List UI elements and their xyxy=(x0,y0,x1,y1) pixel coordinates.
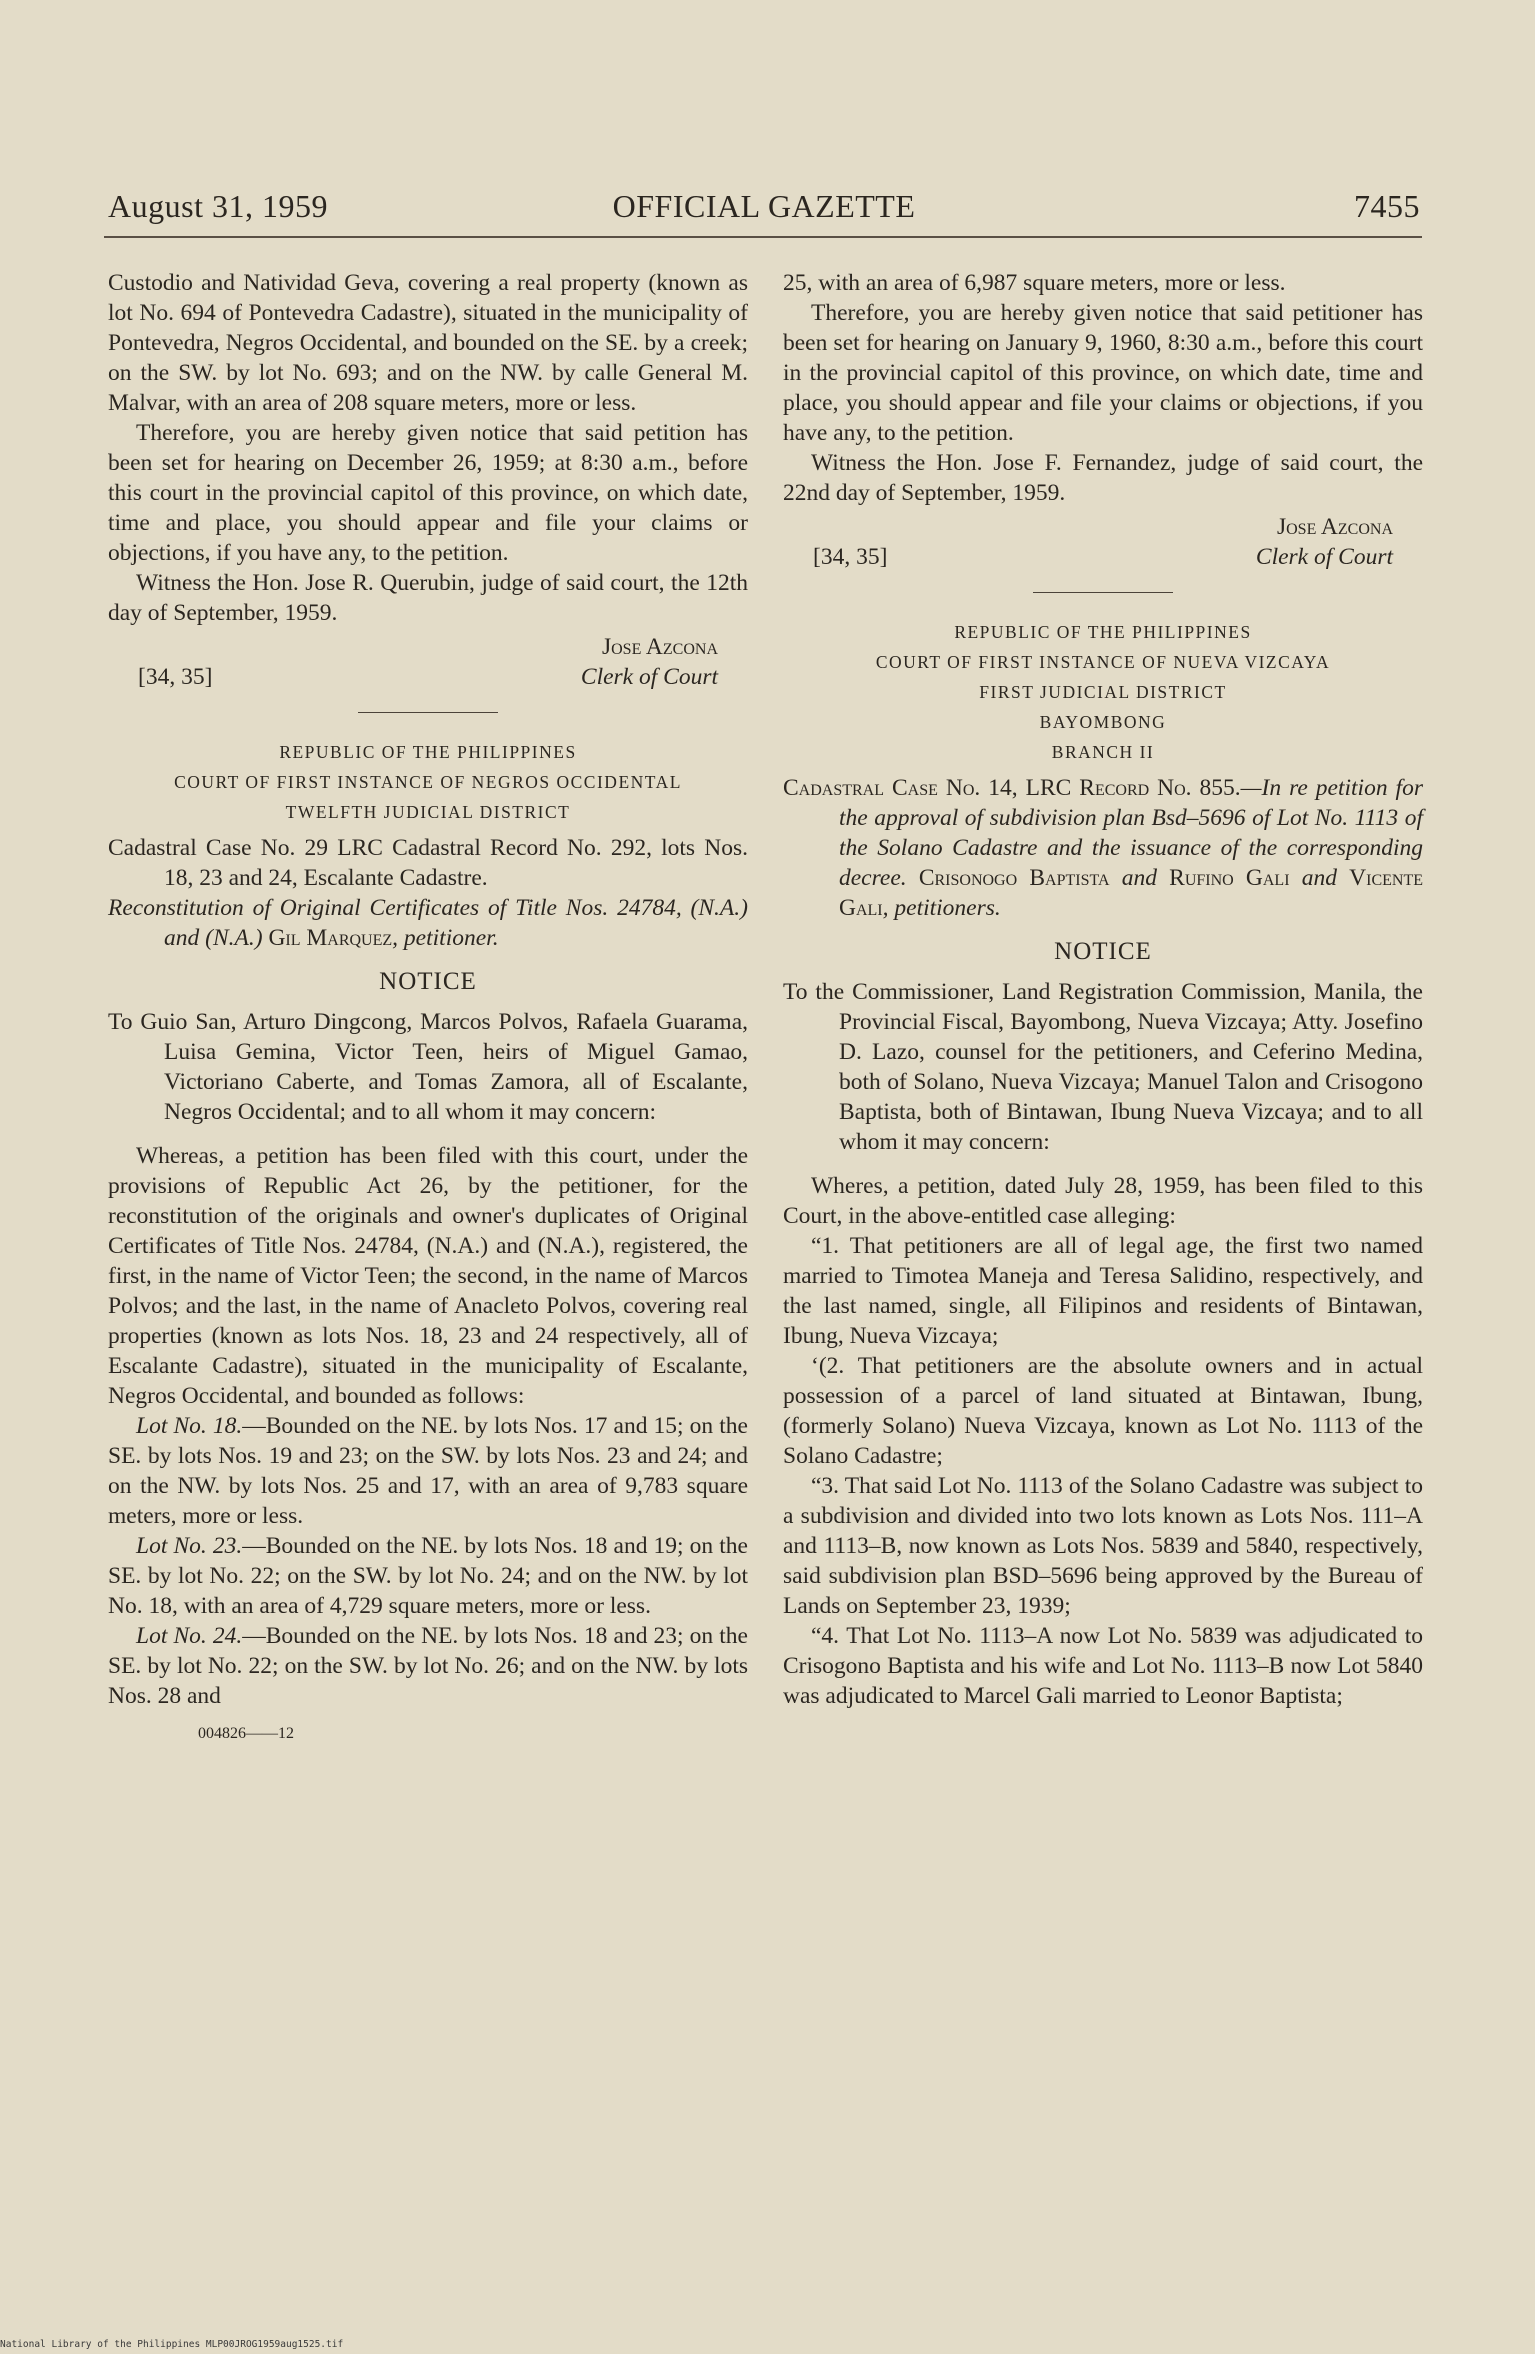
issue-reference: [34, 35] xyxy=(138,664,213,690)
header-page-number: 7455 xyxy=(1354,188,1420,224)
petitioner-name: Rufino Gali xyxy=(1169,865,1290,891)
allegation: “3. That said Lot No. 1113 of the Solano Cadastre was subject to a subdivision and divided into two lots known as Lots Nos. 111–A and 1113–B, now known as Lots Nos. 5839 and 5840, respectively, said subdivision plan BSD–5696 being approved by the Bureau of Lands on September 23, 1939; xyxy=(783,1473,1423,1619)
paragraph: Witness the Hon. Jose F. Fernandez, judge of said court, the 22nd day of September, 1959. xyxy=(783,450,1423,506)
case-title: Cadastral Case No. 14, LRC Record No. 855.—In re petition for the approval of subdivision plan Bsd–5696 of Lot No. 1113 of the Solano Cadastre and the issuance of the corresponding decree. Crisonogo Baptista and Rufino Gali and Vicente Gali, petitioners. xyxy=(783,775,1424,921)
paragraph: Therefore, you are hereby given notice that said petitioner has been set for hearing on January 9, 1960, 8:30 a.m., before this court in the provincial capitol of this province, on which date, time and place, you should appear and file your claims or objections, if you have any, to the petition. xyxy=(783,300,1423,446)
notice-heading: NOTICE xyxy=(379,968,477,995)
court-line: REPUBLIC OF THE PHILIPPINES xyxy=(954,622,1252,642)
case-heading: Cadastral Case No. 14, LRC Record No. 855. xyxy=(783,775,1241,801)
case-subject: —In re petition for the approval of subdivision plan Bsd–5696 of Lot No. 1113 of the Solano Cadastre and the issuance of the corresponding decree. xyxy=(839,775,1423,891)
paragraph: Witness the Hon. Jose R. Querubin, judge of said court, the 12th day of September, 1959. xyxy=(108,570,748,626)
court-line: BRANCH II xyxy=(1051,742,1155,762)
notice-heading: NOTICE xyxy=(1054,938,1152,965)
lot-text: —Bounded on the NE. by lots Nos. 17 and 15; on the SE. by lots Nos. 19 and 23; on the SW. by lots Nos. 23 and 24; and on the NW. by lots Nos. 25 and 17, with an area of 9,783 square meters, more or less. xyxy=(108,1413,748,1529)
paragraph: Wheres, a petition, dated July 28, 1959, has been filed to this Court, in the above-entitled case alleging: xyxy=(783,1173,1423,1229)
signature-block xyxy=(108,628,748,688)
section-divider xyxy=(358,712,498,713)
court-line: COURT OF FIRST INSTANCE OF NUEVA VIZCAYA xyxy=(875,652,1331,672)
paragraph: Whereas, a petition has been filed with this court, under the provisions of Republic Act 26, by the petitioner, for the reconstitution of the originals and owner's duplicates of Original Certificates of Title Nos. 24784, (N.A.) and (N.A.), registered, the first, in the name of Victor Teen; the second, in the name of Marcos Polvos; and the last, in the name of Anacleto Polvos, covering real properties (known as lots Nos. 18, 23 and 24 respectively, all of Escalante Cadastre), situated in the municipality of Escalante, Negros Occidental, and bounded as follows: xyxy=(108,1143,748,1409)
petitioner-role: , petitioners. xyxy=(882,895,1001,921)
lot-label: Lot No. 23. xyxy=(136,1533,243,1559)
allegation: “4. That Lot No. 1113–A now Lot No. 5839 was adjudicated to Crisogono Baptista and his wife and Lot No. 1113–B now Lot 5840 was adjudicated to Marcel Gali married to Leonor Baptista; xyxy=(783,1623,1423,1709)
notice-addressees: To the Commissioner, Land Registration Commission, Manila, the Provincial Fiscal, Bayombong, Nueva Vizcaya; Atty. Josefino D. Lazo, counsel for the petitioners, and Ceferino Medina, both of Solano, Nueva Vizcaya; Manuel Talon and Crisogono Baptista, both of Bintawan, Ibung Nueva Vizcaya; and to all whom it may concern: xyxy=(783,979,1423,1155)
header-rule xyxy=(104,236,1422,238)
header-title: OFFICIAL GAZETTE xyxy=(612,188,916,224)
court-heading xyxy=(108,737,748,827)
reconstitution-text: Reconstitution of Original Certificates of Title Nos. 24784, (N.A.) and (N.A.) xyxy=(108,895,748,951)
section-divider xyxy=(1033,592,1173,593)
court-heading xyxy=(783,617,1423,767)
case-title: Cadastral Case No. 29 LRC Cadastral Record No. 292, lots Nos. 18, 23 and 24, Escalante Cadastre. xyxy=(108,835,748,891)
court-line: FIRST JUDICIAL DISTRICT xyxy=(979,682,1227,702)
signatory-name: Jose Azcona xyxy=(1276,514,1393,540)
right-column xyxy=(783,268,1423,1711)
signatory-name: Jose Azcona xyxy=(601,634,718,660)
lot-description xyxy=(108,1621,748,1711)
lot-text: —Bounded on the NE. by lots Nos. 18 and 23; on the SE. by lot No. 22; on the SW. by lot No. 26; and on the NW. by lots Nos. 28 and xyxy=(108,1623,748,1709)
lot-description xyxy=(108,1531,748,1621)
signature-block xyxy=(783,508,1423,568)
left-column xyxy=(108,268,748,1749)
header-date: August 31, 1959 xyxy=(108,188,328,224)
lot-text: —Bounded on the NE. by lots Nos. 18 and 19; on the SE. by lot No. 22; on the SW. by lot No. 24; and on the NW. by lot No. 18, with an area of 4,729 square meters, more or less. xyxy=(108,1533,748,1619)
court-line: COURT OF FIRST INSTANCE OF NEGROS OCCIDENTAL xyxy=(174,772,682,792)
paragraph: 25, with an area of 6,987 square meters, more or less. xyxy=(783,270,1286,296)
allegation: “1. That petitioners are all of legal age, the first two named married to Timotea Maneja and Teresa Salidino, respectively, and the last named, single, all Filipinos and residents of Bintawan, Ibung, Nueva Vizcaya; xyxy=(783,1233,1423,1349)
paragraph: Therefore, you are hereby given notice that said petition has been set for hearing on December 26, 1959; at 8:30 a.m., before this court in the provincial capitol of this province, on which date, time and place, you should appear and file your claims or objections, if you have any, to the petition. xyxy=(108,420,748,566)
court-line: REPUBLIC OF THE PHILIPPINES xyxy=(279,742,577,762)
print-code: 004826——12 xyxy=(198,1725,294,1742)
petitioner-name: Vicente Gali xyxy=(839,865,1424,921)
petitioner-name: Crisonogo Baptista xyxy=(918,865,1110,891)
lot-label: Lot No. 24. xyxy=(136,1623,243,1649)
petitioner-name: Gil Marquez xyxy=(268,925,393,951)
signatory-role: Clerk of Court xyxy=(1255,544,1393,570)
paragraph: Custodio and Natividad Geva, covering a real property (known as lot No. 694 of Pontevedra Cadastre), situated in the municipality of Pontevedra, Negros Occidental, and bounded on the SE. by a creek; on the SW. by lot No. 693; and on the NW. by calle General M. Malvar, with an area of 208 square meters, more or less. xyxy=(108,270,748,416)
page-header xyxy=(108,188,1420,228)
court-line: BAYOMBONG xyxy=(1039,712,1167,732)
allegation: ‘(2. That petitioners are the absolute owners and in actual possession of a parcel of land situated at Bintawan, Ibung, (formerly Solano) Nueva Vizcaya, known as Lot No. 1113 of the Solano Cadastre; xyxy=(783,1353,1423,1469)
lot-label: Lot No. 18. xyxy=(136,1413,243,1439)
court-line: TWELFTH JUDICIAL DISTRICT xyxy=(285,802,571,822)
petitioner-role: , petitioner. xyxy=(392,925,499,951)
case-subject xyxy=(108,893,748,953)
lot-description xyxy=(108,1411,748,1531)
issue-reference: [34, 35] xyxy=(813,544,888,570)
scan-footer: National Library of the Philippines MLP00JROG1959aug1525.tif xyxy=(0,2339,344,2350)
notice-addressees: To Guio San, Arturo Dingcong, Marcos Polvos, Rafaela Guarama, Luisa Gemina, Victor Teen, heirs of Miguel Gamao, Victoriano Caberte, and Tomas Zamora, all of Escalante, Negros Occidental; and to all whom it may concern: xyxy=(108,1009,748,1125)
signatory-role: Clerk of Court xyxy=(580,664,718,690)
